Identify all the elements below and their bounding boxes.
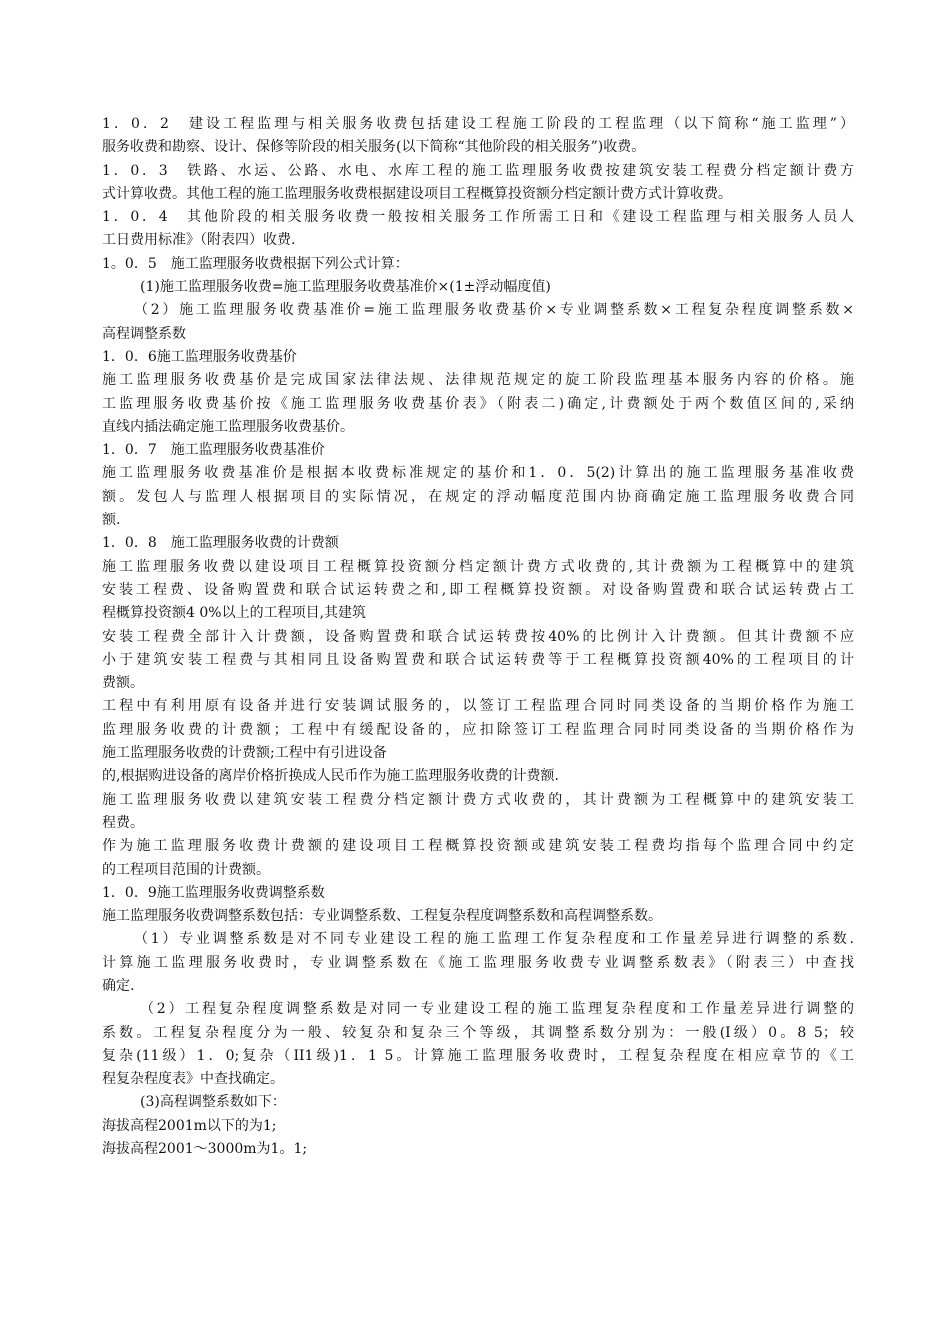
text-line: 确定.: [102, 977, 135, 994]
text-line: 1．0．7 施工监理服务收费基准价: [102, 442, 325, 459]
text-line: 系数。工程复杂程度分为一般、较复杂和复杂三个等级，其调整系数分别为：一般(I级）0。8 5；较: [102, 1024, 854, 1041]
text-line: 计算施工监理服务收费时，专业调整系数在《施工监理服务收费专业调整系数表》（附表三）中查找: [102, 954, 854, 971]
text-line: 监理服务收费的计费额；工程中有缓配设备的，应扣除签订工程监理合同时同类设备的当期价格作为: [102, 721, 854, 738]
text-line: 的工程项目范围的计费额。: [102, 861, 270, 878]
text-line: 额.: [102, 512, 121, 529]
text-line: 1．0．6施工监理服务收费基价: [102, 348, 297, 365]
text-line: 式计算收费。其他工程的施工监理服务收费根据建设项目工程概算投资额分档定额计费方式计算收费。: [102, 185, 732, 202]
text-line: 工日费用标准》（附表四）收费.: [102, 232, 296, 249]
text-line: 1．0．2 建设工程监理与相关服务收费包括建设工程施工阶段的工程监理（以下简称“施工监理”）: [102, 116, 854, 132]
text-line: 程概算投资额4 0%以上的工程项目,其建筑: [102, 605, 367, 622]
text-line: 1．0．9施工监理服务收费调整系数: [102, 884, 325, 901]
text-line: 施工监理服务收费基准价是根据本收费标准规定的基价和1．0．5(2)计算出的施工监理服务基准收费: [102, 465, 854, 482]
text-line: 复杂(11级）1．0;复杂（II1级)1．1 5。计算施工监理服务收费时，工程复杂程度在相应章节的《工: [102, 1047, 854, 1064]
text-line: 高程调整系数: [102, 325, 186, 342]
text-line: 小于建筑安装工程费与其相同且设备购置费和联合试运转费等于工程概算投资额40%的工程项目的计: [102, 651, 854, 668]
text-line: 海拔高程2001～3000m为1。1;: [102, 1141, 308, 1158]
text-line: 安装工程费全部计入计费额，设备购置费和联合试运转费按40%的比例计入计费额。但其计费额不应: [102, 628, 854, 645]
text-line: 施工监理服务收费以建筑安装工程费分档定额计费方式收费的，其计费额为工程概算中的建筑安装工: [102, 791, 854, 808]
text-line: 1．0．3 铁路、水运、公路、水电、水库工程的施工监理服务收费按建筑安装工程费分档定额计费方: [102, 162, 854, 179]
text-line: 服务收费和勘察、设计、保修等阶段的相关服务(以下简称“其他阶段的相关服务”)收费。: [102, 139, 646, 156]
text-line: 施工监理服务收费的计费额;工程中有引进设备: [102, 745, 387, 762]
text-line: 程复杂程度表》中查找确定。: [102, 1071, 284, 1088]
text-line: 施工监理服务收费基价是完成国家法律法规、法律规范规定的旋工阶段监理基本服务内容的价格。施: [102, 372, 854, 389]
document-body: [102, 113, 854, 1161]
text-line: 工程中有利用原有设备并进行安装调试服务的，以签订工程监理合同时同类设备的当期价格作为施工: [102, 698, 854, 715]
text-line: 1。0．5 施工监理服务收费根据下列公式计算：: [102, 255, 409, 272]
text-line: 海拔高程2001m以下的为1;: [102, 1117, 277, 1134]
text-line: 费额。: [102, 675, 144, 692]
text-line: 工监理服务收费基价按《施工监理服务收费基价表》（附表二)确定,计费额处于两个数值区间的,采纳: [102, 395, 854, 412]
text-line: 施工监理服务收费以建设项目工程概算投资额分档定额计费方式收费的,其计费额为工程概算中的建筑: [102, 558, 854, 575]
text-line: 程费。: [102, 814, 144, 831]
text-line: 1．0．4 其他阶段的相关服务收费一般按相关服务工作所需工日和《建设工程监理与相关服务人员人: [102, 209, 854, 226]
text-line: (1)施工监理服务收费=施工监理服务收费基准价×(1±浮动幅度值): [140, 279, 551, 296]
text-line: 额。发包人与监理人根据项目的实际情况，在规定的浮动幅度范围内协商确定施工监理服务收费合同: [102, 488, 854, 505]
text-line: （2）工程复杂程度调整系数是对同一专业建设工程的施工监理复杂程度和工作量差异进行调整的: [140, 1001, 854, 1018]
text-line: (3)高程调整系数如下：: [140, 1094, 286, 1111]
text-line: 安装工程费、设备购置费和联合试运转费之和,即工程概算投资额。对设备购置费和联合试运转费占工: [102, 581, 854, 598]
text-line: 作为施工监理服务收费计费额的建设项目工程概算投资额或建筑安装工程费均指每个监理合同中约定: [102, 838, 854, 855]
text-line: （2）施工监理服务收费基准价=施工监理服务收费基价×专业调整系数×工程复杂程度调整系数×: [134, 302, 854, 319]
text-line: 1．0．8 施工监理服务收费的计费额: [102, 535, 339, 552]
text-line: 施工监理服务收费调整系数包括：专业调整系数、工程复杂程度调整系数和高程调整系数。: [102, 908, 662, 925]
text-line: 直线内插法确定施工监理服务收费基价。: [102, 418, 354, 435]
text-line: （1）专业调整系数是对不同专业建设工程的施工监理工作复杂程度和工作量差异进行调整的系数.: [134, 931, 854, 948]
text-line: 的,根据购进设备的离岸价格折换成人民币作为施工监理服务收费的计费额.: [102, 768, 559, 785]
